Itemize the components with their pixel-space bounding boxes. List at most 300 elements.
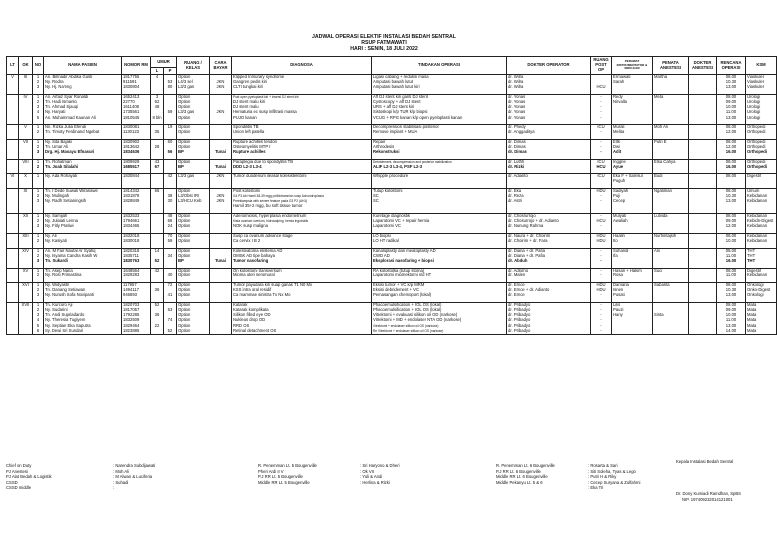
room-class: Option xyxy=(177,116,210,121)
patient-name: Tn. I Dede Suwali Wiranawe xyxy=(44,189,122,194)
operator-doctor: dr. Dimas xyxy=(507,139,591,144)
payment-method: JKN xyxy=(210,174,232,179)
nurse: Ayue xyxy=(612,165,653,170)
ok-cell: XV xyxy=(19,268,33,273)
ok-cell: V xyxy=(19,125,33,130)
patient-name: Ny. Widyastri xyxy=(44,283,122,288)
col-dokter-operator: DOKTER OPERATOR xyxy=(507,57,591,75)
procedure: Kanaloplasty dan meatoplasty AD xyxy=(372,248,507,253)
diagnosis: PUJO kanan xyxy=(232,116,372,121)
ksm-department: Viaskuler xyxy=(746,75,777,80)
no-cell: 4 xyxy=(33,318,44,323)
footer-label: PJ Alat Bedah & Logistik xyxy=(6,474,52,480)
post-op-room: - xyxy=(591,214,612,219)
room-class: Option xyxy=(177,329,210,334)
age-l: 35 xyxy=(151,130,164,135)
operator-doctor: dr. Rizki xyxy=(507,165,591,170)
medical-record-number: 1810545 xyxy=(122,116,151,121)
post-op-room: - xyxy=(591,308,612,313)
operator-doctor: dr. Naura + dr. Choirim xyxy=(507,234,591,239)
room-class: Option xyxy=(177,214,210,219)
ksm-department: Urologi xyxy=(746,94,777,99)
diagnosis: Post open pyeloplasti kiri + insersi DJ stent kiri xyxy=(232,94,372,99)
ksm-department: Kebidanan xyxy=(746,273,777,278)
footer-item: : Sri Haryono & Dheri xyxy=(360,463,400,468)
footer-item: Middle RR Lt. 5 Bougenville xyxy=(258,479,310,485)
post-op-room: ICU xyxy=(591,125,612,130)
planned-time: 09.00 xyxy=(717,100,746,105)
no-cell: 3 xyxy=(33,293,44,298)
no-cell: 2 xyxy=(33,254,44,259)
medical-record-number: 1832509 xyxy=(122,318,151,323)
post-op-room: - xyxy=(591,273,612,278)
nurse: Puji xyxy=(612,194,653,199)
nurse xyxy=(612,329,653,334)
procedure: Kuretage diagnostik xyxy=(372,214,507,219)
planned-time: 08.00 xyxy=(717,214,746,219)
medical-record-number: 1828849 xyxy=(122,199,151,204)
nurse: Damaria xyxy=(612,283,653,288)
planned-time: 11.00 xyxy=(717,254,746,259)
anesthesia-nurse: Lutvida xyxy=(653,214,689,219)
planned-time: 10.30 xyxy=(717,288,746,293)
footer-col3 xyxy=(258,463,317,485)
no-cell: 2 xyxy=(33,165,44,170)
post-op-room: - xyxy=(591,268,612,273)
patient-name: Ny. Nurush Sofa Novipanti xyxy=(44,293,122,298)
planned-time: 11.00 xyxy=(717,318,746,323)
post-op-room: - xyxy=(591,199,612,204)
patient-name: Ny. Radh Setianingsih xyxy=(44,199,122,204)
lt-cell xyxy=(7,329,19,334)
nurse: Sarah xyxy=(612,80,653,85)
nurse: Eka F + Samsul xyxy=(612,174,653,179)
post-op-room: HDU xyxy=(591,189,612,194)
ok-cell: X xyxy=(19,174,33,179)
planned-time: 08.00 xyxy=(717,234,746,239)
room-class: BP xyxy=(177,259,210,264)
ksm-department: Kebidanan xyxy=(746,234,777,239)
post-op-room: HCU xyxy=(591,165,612,170)
sign-name: Dr. Dony Kumiadi Ramdhan, SpBS xyxy=(676,491,741,496)
medical-record-number: 1835711 xyxy=(122,254,151,259)
age-l: 28 xyxy=(151,145,164,150)
footer-values xyxy=(113,463,155,491)
ok-cell: VIII xyxy=(19,159,33,164)
payment-method: Tunai xyxy=(210,259,232,264)
operator-doctor: dr. Yonas xyxy=(507,94,591,99)
anesthesiologist xyxy=(689,329,717,334)
diagnosis: Klipped Inrsurary syndrome xyxy=(232,75,372,80)
room-class: Option xyxy=(177,100,210,105)
ksm-department: Kebidanan xyxy=(746,239,777,244)
ksm-department: Urologi xyxy=(746,100,777,105)
room-class: Option xyxy=(177,283,210,288)
age-p: 24 xyxy=(164,224,177,229)
procedure: LO biopsi xyxy=(372,234,507,239)
operator-doctor: dr. Diana + dr. Pafia xyxy=(507,254,591,259)
room-class: L3/3 gas xyxy=(177,85,210,90)
no-cell: 2 xyxy=(33,273,44,278)
no-cell: 1 xyxy=(33,125,44,130)
anesthesia-nurse xyxy=(653,329,689,334)
procedure: Phacoemulsification + IOL OS (lokal) xyxy=(372,303,507,308)
procedure: Decompression stabilisasi posterior xyxy=(372,125,507,130)
medical-record-number: 117957 xyxy=(122,283,151,288)
diagnosis: NOK susp maligna xyxy=(232,224,372,229)
col-rencana-operasi: RENCANA OPERASI xyxy=(717,57,746,75)
ksm-department: Digestif xyxy=(746,174,777,179)
ksm-department: Kebidn-Digest xyxy=(746,219,777,224)
col-ok: OK xyxy=(19,57,33,75)
patient-name: An. Bilmadir Abdika Gusti xyxy=(44,75,122,80)
room-class: Option xyxy=(177,189,210,194)
room-class: Option xyxy=(177,105,210,110)
planned-time: 08.00 xyxy=(717,159,746,164)
footer-item: R. Penemman Lt. 5 Bougenville xyxy=(258,463,317,468)
payment-method: JKN xyxy=(210,110,232,115)
patient-name: Ny. Rodra xyxy=(44,80,122,85)
procedure: Tutup kolostomi xyxy=(372,189,507,194)
age-p: 40 xyxy=(164,273,177,278)
surgery-schedule-table xyxy=(6,56,777,335)
medical-record-number: 1830081 xyxy=(122,125,151,130)
anesthesia-nurse: Sinta xyxy=(653,313,689,318)
footer-value: : M Alwan & Luciferia xyxy=(113,474,153,480)
patient-name: Tn. Timoty Ferdinand Ngebat xyxy=(44,130,122,135)
diagnosis: Ca cervix I B 2 xyxy=(232,239,372,244)
planned-time: 08.00 xyxy=(717,94,746,99)
medical-record-number: 1820318 xyxy=(122,248,151,253)
procedure: Sistoskopi k/p TUR k/p biopsi xyxy=(372,110,507,115)
nurse: Adit xyxy=(612,150,653,155)
sign-nip: NIP. 197409232014121001 xyxy=(682,497,733,502)
patient-name: Drg. Hj. Masayu Efnasuri xyxy=(44,150,122,155)
procedure: ALIF L2-3 L3-4, PSF L2-3 xyxy=(372,165,507,170)
ok-cell: XVI xyxy=(19,283,33,288)
planned-time: 08.00 xyxy=(717,174,746,179)
age-l: 52 xyxy=(151,303,164,308)
anesthesia-nurse: Elsa Cahya xyxy=(653,159,689,164)
ksm-department: Urologi xyxy=(746,105,777,110)
col-dokter-anestesi: DOKTER ANESTESI xyxy=(689,57,717,75)
diagnosis: Susp ca ovarium advance stage xyxy=(232,234,372,239)
age-p: 42 xyxy=(164,174,177,179)
no-cell: 3 xyxy=(33,105,44,110)
room-class: Option xyxy=(177,125,210,130)
patient-name: Ny. Sudarini xyxy=(44,308,122,313)
age-l: 14 xyxy=(151,248,164,253)
col-lt: LT xyxy=(7,57,19,75)
operator-doctor: dr. Astri xyxy=(507,199,591,204)
patient-name: Ny. Ali xyxy=(44,234,122,239)
patient-name: Ny. Theresia Tugiyem xyxy=(44,318,122,323)
anesthesia-nurse: Sabarita xyxy=(653,283,689,288)
nurse: Nirvalla xyxy=(612,100,653,105)
post-op-room: - xyxy=(591,313,612,318)
operator-doctor: dr. Ernce xyxy=(507,293,591,298)
age-p: 48 xyxy=(164,214,177,219)
footer-col4 xyxy=(360,463,400,485)
ksm-department: Orthopedi xyxy=(746,130,777,135)
lt-cell: V xyxy=(7,75,19,80)
ksm-department: Orthopedi xyxy=(746,125,777,130)
room-class: Option xyxy=(177,313,210,318)
footer-item: Middle Pekanyu Lt. 5 & 6 xyxy=(496,479,543,485)
ksm-department: Kebidanan xyxy=(746,199,777,204)
ksm-department: Orthopedi xyxy=(746,150,777,155)
operator-doctor: dr. Diana + dr. Pafia xyxy=(507,248,591,253)
room-class: Option xyxy=(177,145,210,150)
age-l: 62 xyxy=(151,100,164,105)
diagnosis: Tumor payudara kiri suap ganas T1 N0 Mx xyxy=(232,283,372,288)
nurse: Haalin xyxy=(612,234,653,239)
medical-record-number: 1830804 xyxy=(122,85,151,90)
ok-cell: XI xyxy=(19,189,33,194)
operator-doctor: dr. Yonas xyxy=(507,116,591,121)
diagnosis: CLTI tungkai kiri xyxy=(232,85,372,90)
footer-col6 xyxy=(588,463,640,491)
procedure: LO HT radikal xyxy=(372,239,507,244)
footer-label: CSSD middle xyxy=(6,485,32,491)
footer-item: P.J RR Lt. 5 Bougenville xyxy=(258,474,303,480)
planned-time: 08.00 xyxy=(717,268,746,273)
room-class: Option xyxy=(177,303,210,308)
ksm-department: Orthopedi xyxy=(746,145,777,150)
medical-record-number: 1813642 xyxy=(122,145,151,150)
anesthesia-nurse: Budi xyxy=(653,174,689,179)
room-class: Option xyxy=(177,75,210,80)
anesthesia-nurse: Nurhintajsih xyxy=(653,234,689,239)
medical-record-number: 1648564 xyxy=(122,268,151,273)
age-p: 41 xyxy=(164,293,177,298)
diagnosis: Rupture achilles tendon xyxy=(232,139,372,144)
nurse: Isnen xyxy=(612,288,653,293)
procedure: SC xyxy=(372,194,507,199)
ok-cell: XVII xyxy=(19,303,33,308)
planned-time: 08.00 xyxy=(717,139,746,144)
no-cell: 2 xyxy=(33,130,44,135)
anesthesia-nurse: Moh Ali xyxy=(653,125,689,130)
anesthesia-nurse: Putri E xyxy=(653,139,689,144)
no-cell: 3 xyxy=(33,150,44,155)
procedure: Amputasi bawah lutut kiri xyxy=(372,85,507,90)
nurse: Awaliah xyxy=(612,219,653,224)
patient-name: Tn. Hadi Ismanto xyxy=(44,100,122,105)
patient-name: Ny. Mulingah xyxy=(44,194,122,199)
planned-time: 10.00 xyxy=(717,239,746,244)
planned-time: 10.00 xyxy=(717,313,746,318)
ksm-department: Digestif xyxy=(746,268,777,273)
post-op-room: HDU xyxy=(591,234,612,239)
no-cell: 2 xyxy=(33,194,44,199)
nurse: Inggrie xyxy=(612,159,653,164)
planned-time: 11.00 xyxy=(717,273,746,278)
col-umur-l: L xyxy=(151,68,164,75)
medical-record-number: 1832018 xyxy=(122,234,151,239)
nurse: Mulyati xyxy=(612,214,653,219)
no-cell: 2 xyxy=(33,100,44,105)
payment-method: JKN xyxy=(210,80,232,85)
footer-item: : Ok VII xyxy=(360,468,374,474)
age-p: 66 xyxy=(164,219,177,224)
patient-name: An. M Fair Naufal Ar Syafiq xyxy=(44,248,122,253)
nurse: Suhandi xyxy=(612,248,653,253)
post-op-room: - xyxy=(591,318,612,323)
operator-doctor: dr. Anggaditya xyxy=(507,130,591,135)
operator-doctor: dr. Eka xyxy=(507,189,591,194)
footer-label: Chief on Duty xyxy=(6,463,32,468)
planned-time: 09.00 xyxy=(717,219,746,224)
procedure: SC xyxy=(372,199,507,204)
anesthesia-nurse: Ani xyxy=(653,248,689,253)
planned-time: 12.00 xyxy=(717,224,746,229)
planned-time: 08.00 xyxy=(717,248,746,253)
footer-value: : Narendra Subdijawati xyxy=(113,463,156,468)
diagnosis: OMSK AD tipe bahaya xyxy=(232,254,372,259)
footer-item: R. Penemman Lt. 6 Bougenville xyxy=(496,463,555,468)
no-cell: 6 xyxy=(33,329,44,334)
room-class: BP xyxy=(177,150,210,155)
nurse: Eltk xyxy=(612,139,653,144)
diagnosis: Hamil 35+2 mgg, bu soft tissue tumor xyxy=(232,204,372,209)
room-class: Option xyxy=(177,308,210,313)
col-ruang-post-op: RUANG POST OP xyxy=(591,57,612,75)
planned-time: 10.00 xyxy=(717,105,746,110)
planned-time: 13.00 xyxy=(717,85,746,90)
procedure: Aff DJ stent kiri ganti DJ stent xyxy=(372,94,507,99)
room-class: Option xyxy=(177,234,210,239)
room-class: Option xyxy=(177,288,210,293)
operator-doctor: dr. Chosrurrojo xyxy=(507,214,591,219)
diagnosis: Spondilitis TB xyxy=(232,125,372,130)
anesthesia-nurse: Meta xyxy=(653,94,689,99)
procedure: Whipple procedure xyxy=(372,174,507,179)
patient-name: Tn. Rohatman xyxy=(44,159,122,164)
procedure: Repair xyxy=(372,139,507,144)
room-class: Option xyxy=(177,94,210,99)
procedure: Laparotomi VC xyxy=(372,224,507,229)
ksm-department: Mata xyxy=(746,303,777,308)
procedure: Arthrodesis xyxy=(372,145,507,150)
no-cell: 1 xyxy=(33,248,44,253)
post-op-room: HDU xyxy=(591,288,612,293)
room-class: Option xyxy=(177,130,210,135)
col-umur-p: P xyxy=(164,68,177,75)
operator-doctor: dr. Dimas xyxy=(507,150,591,155)
no-cell: 1 xyxy=(33,234,44,239)
procedure: Laparotomi miomektomi s/d HT xyxy=(372,273,507,278)
post-op-room: - xyxy=(591,145,612,150)
anesthesia-nurse: Martha xyxy=(653,75,689,80)
planned-time: 14.00 xyxy=(717,329,746,334)
hospital-name: RSUP FATMAWATI xyxy=(361,40,407,46)
diagnosis: Katarak xyxy=(232,303,372,308)
ksm-department: THT xyxy=(746,248,777,253)
diagnosis: DJ stent malu kiri xyxy=(232,100,372,105)
schedule-rows xyxy=(7,75,777,335)
patient-name: Ny. Julaiati Lenna xyxy=(44,219,122,224)
ksm-department: THT xyxy=(746,259,777,264)
schedule-title: JADWAL OPERASI ELEKTIF INSTALASI BEDAH SENTRAL xyxy=(312,34,456,40)
col-nomor-rm: NOMOR RM xyxy=(122,57,151,75)
room-class: L3/3 gas xyxy=(177,110,210,115)
age-p: 56 xyxy=(164,150,177,155)
anesthesia-nurse: Suci xyxy=(653,268,689,273)
operator-doctor: dr. Adianto xyxy=(507,174,591,179)
no-cell: 1 xyxy=(33,303,44,308)
procedure: Rekonstruksi xyxy=(372,150,507,155)
procedure: Vitrektomi + MD + endolaser NTA OD (narkose) xyxy=(372,318,507,323)
ksm-department: Mata xyxy=(746,329,777,334)
post-op-room: - xyxy=(591,259,612,264)
medical-record-number: 1831878 xyxy=(122,194,151,199)
footer-label: PJ Anestesi xyxy=(6,468,28,474)
medical-record-number: 1794661 xyxy=(122,219,151,224)
ksm-department: Viaskuler xyxy=(746,80,777,85)
medical-record-number: 1829283 xyxy=(122,273,151,278)
footer-item: : Eka Tri xyxy=(588,485,604,491)
age-p: 70 xyxy=(164,234,177,239)
planned-time: 12.00 xyxy=(717,130,746,135)
ok-cell: XIV xyxy=(19,248,33,253)
diagnosis: Preeklampsia with severe feature pada G3 P2 (AH1) xyxy=(232,199,372,204)
age-l: 48 xyxy=(151,105,164,110)
post-op-room: HCU xyxy=(591,85,612,90)
col-penata-anestesi: PENATA ANESTESI xyxy=(653,57,689,75)
ksm-department: Mata xyxy=(746,324,777,329)
post-op-room: - xyxy=(591,224,612,229)
planned-time: 08.00 xyxy=(717,75,746,80)
medical-record-number: 1735561 xyxy=(122,110,151,115)
ksm-department: Mata xyxy=(746,308,777,313)
payment-method: Tunai xyxy=(210,150,232,155)
no-cell: 1 xyxy=(33,174,44,179)
nurse: Cecep xyxy=(612,199,653,204)
patient-name: Ny. Rosi Primastina xyxy=(44,273,122,278)
operator-doctor: dr. Yonas xyxy=(507,105,591,110)
age-p: 30 xyxy=(164,199,177,204)
no-cell: 1 xyxy=(33,94,44,99)
nurse: Sadiyah xyxy=(612,189,653,194)
planned-time: 10.30 xyxy=(717,80,746,85)
nurse: Murali xyxy=(612,125,653,130)
patient-name: An. Arfaiz Syar Ronaldi xyxy=(44,94,122,99)
planned-time: 08.00 xyxy=(717,303,746,308)
no-cell: 1 xyxy=(33,214,44,219)
post-op-room: - xyxy=(591,116,612,121)
age-l: 42 xyxy=(151,268,164,273)
patient-name: Ny. Haryati xyxy=(44,110,122,115)
operator-doctor: dr. Ernce + dr. Adianto xyxy=(507,288,591,293)
ksm-department: Viaskuler xyxy=(746,85,777,90)
no-cell: 1 xyxy=(33,139,44,144)
age-p: 53 xyxy=(164,80,177,85)
procedure: Phacoemulsification + IOL OS (lokal) xyxy=(372,308,507,313)
room-class: Option xyxy=(177,273,210,278)
operator-doctor: dr. Pribadyo xyxy=(507,313,591,318)
diagnosis: Tumor nasofaring xyxy=(232,259,372,264)
medical-record-number: 1830902 xyxy=(122,139,151,144)
planned-time: 13.00 xyxy=(717,324,746,329)
operator-doctor: dr. Pribadyo xyxy=(507,303,591,308)
age-l: 67 xyxy=(151,165,164,170)
patient-name: Nn. Rizka Julia Efendi xyxy=(44,125,122,130)
medical-record-number: 1823885 xyxy=(122,329,151,334)
diagnosis: Tumor duodenum ileasal kolesistektomi xyxy=(232,174,372,179)
nurse: Melita xyxy=(612,130,653,135)
diagnosis: Post kolostomi xyxy=(232,189,372,194)
